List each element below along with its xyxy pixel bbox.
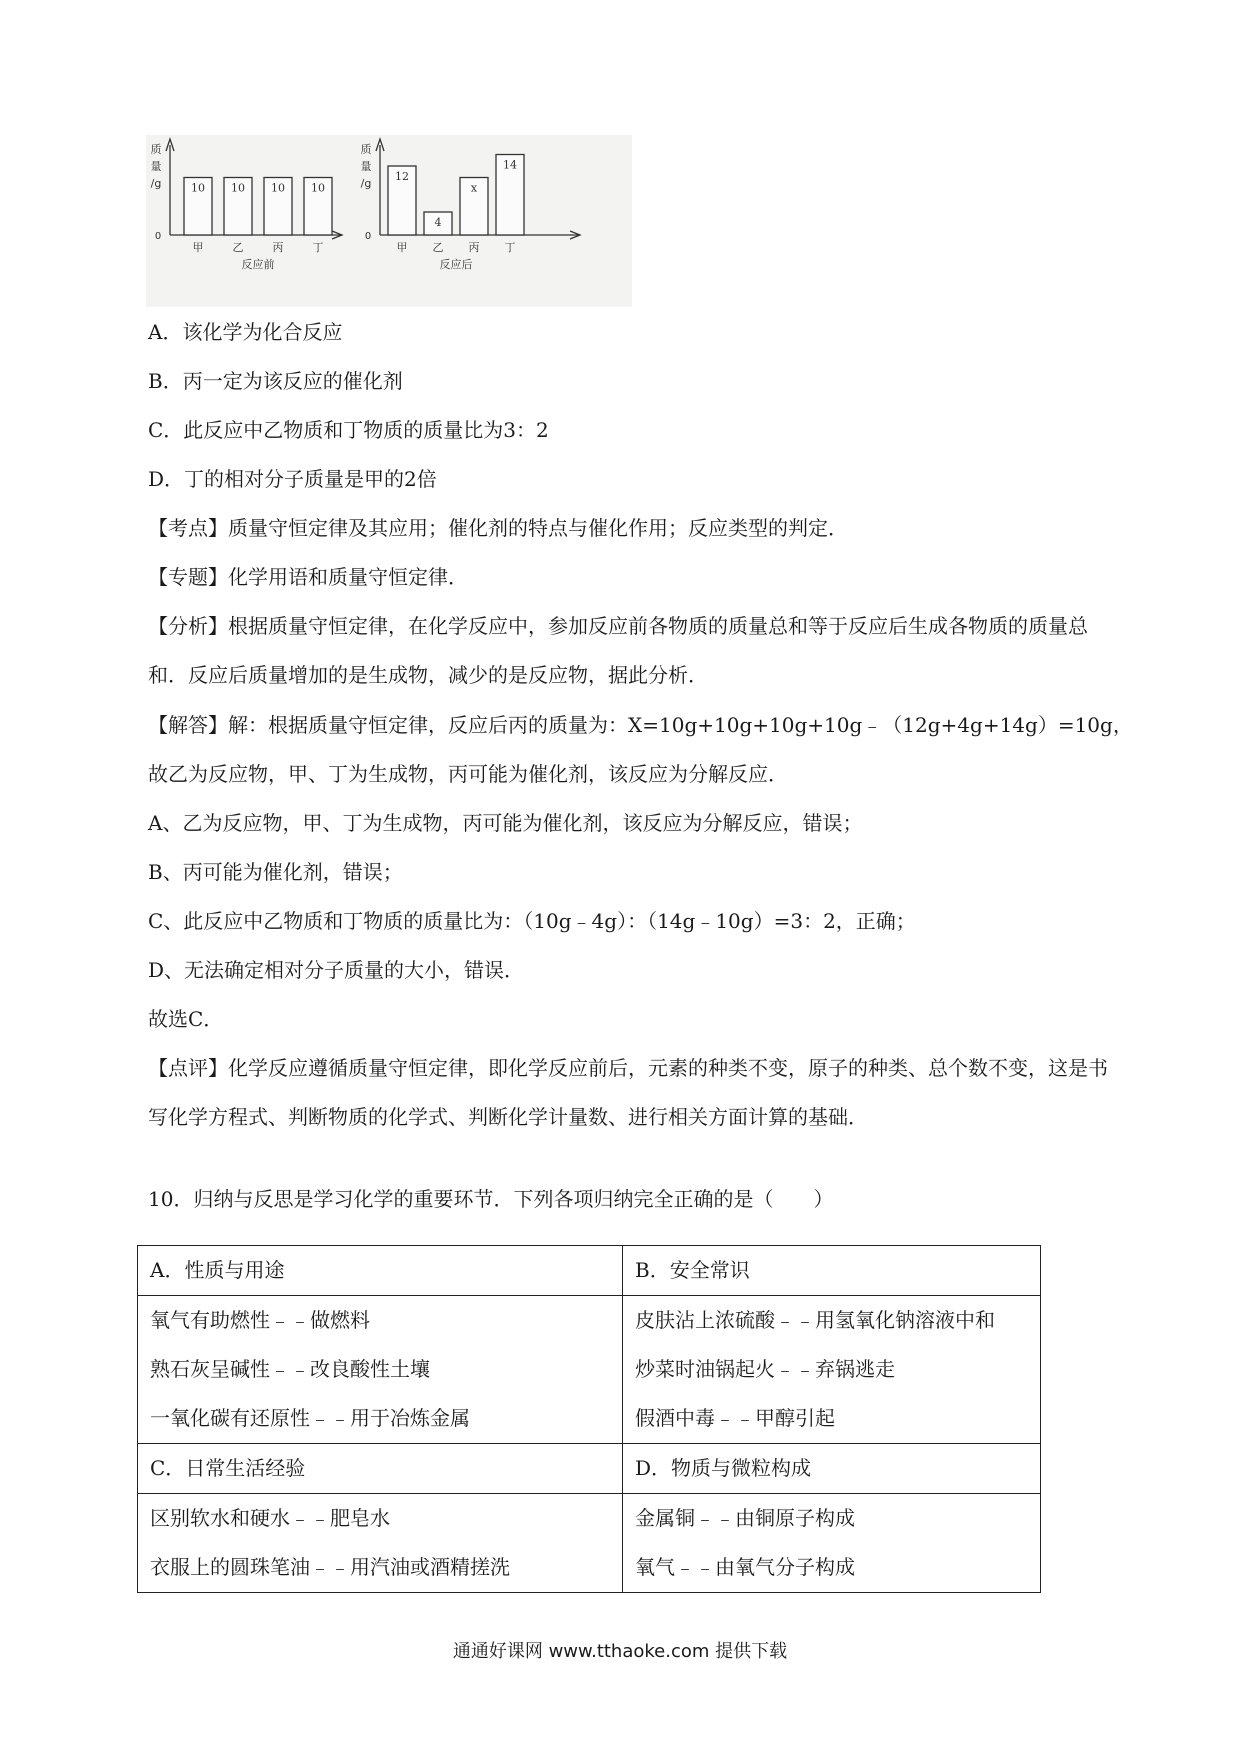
dianping-text: 【点评】化学反应遵循质量守恒定律，即化学反应前后，元素的种类不变，原子的种类、总个数不变，这是书写化学方程式、判断物质的化学式、判断化学计量数、进行相关方面计算的基础．	[148, 1056, 1108, 1129]
option-c: C．此反应中乙物质和丁物质的质量比为3：2	[148, 418, 549, 442]
cell-d-items	[623, 1494, 1041, 1593]
jieda-line-1: 【解答】解：根据质量守恒定律，反应后丙的质量为：X=10g+10g+10g+10g﹣（12g+4g+14g）=10g，	[148, 713, 1133, 737]
answer-text: 故选C．	[148, 1007, 224, 1031]
chart-title-1: 反应后	[439, 258, 473, 271]
cell-c-title: C．日常生活经验	[138, 1444, 623, 1494]
a-item-3: 一氧化碳有还原性﹣﹣用于冶炼金属	[150, 1406, 470, 1430]
y-label-0-0: 质	[150, 143, 162, 156]
origin-label-1: 0	[364, 231, 372, 242]
category-label-1-1: 乙	[432, 241, 444, 254]
bar-value-label-1-2: x	[470, 181, 478, 195]
category-label-1-3: 丁	[504, 241, 516, 254]
bar-value-label-0-1: 10	[231, 181, 245, 195]
cell-b-items	[623, 1296, 1041, 1444]
category-label-0-0: 甲	[192, 241, 204, 254]
mass-bar-charts	[146, 135, 632, 307]
bar-value-label-1-0: 12	[395, 170, 409, 183]
jieda-d: D、无法确定相对分子质量的大小，错误．	[148, 958, 525, 982]
b-item-3: 假酒中毒﹣﹣甲醇引起	[635, 1406, 835, 1430]
bar-value-label-0-0: 10	[191, 181, 205, 195]
zhuanti-text: 【专题】化学用语和质量守恒定律．	[148, 565, 468, 589]
fenxi-text: 【分析】根据质量守恒定律，在化学反应中，参加反应前各物质的质量总和等于反应后生成各物质的质量总和．反应后质量增加的是生成物，减少的是反应物，据此分析．	[148, 614, 1088, 687]
chart-title-0: 反应前	[241, 258, 275, 271]
option-d: D．丁的相对分子质量是甲的2倍	[148, 467, 437, 491]
jieda-b: B、丙可能为催化剂，错误；	[148, 860, 403, 884]
question-body	[148, 318, 1133, 1225]
category-label-1-2: 丙	[468, 241, 480, 254]
jieda-line-2: 故乙为反应物，甲、丁为生成物，丙可能为催化剂，该反应为分解反应．	[148, 762, 788, 786]
cell-a-title: A．性质与用途	[138, 1246, 623, 1296]
kaodian-text: 【考点】质量守恒定律及其应用；催化剂的特点与催化作用；反应类型的判定．	[148, 516, 848, 540]
d-item-1: 金属铜﹣﹣由铜原子构成	[635, 1506, 855, 1530]
y-label-1-0: 质	[360, 143, 372, 156]
a-item-2: 熟石灰呈碱性﹣﹣改良酸性土壤	[150, 1357, 430, 1381]
origin-label-0: 0	[154, 231, 162, 242]
c-item-2: 衣服上的圆珠笔油﹣﹣用汽油或酒精搓洗	[150, 1555, 510, 1579]
category-label-0-1: 乙	[232, 241, 244, 254]
option-b: B．丙一定为该反应的催化剂	[148, 369, 403, 393]
bar-value-label-1-3: 14	[503, 158, 517, 172]
b-item-2: 炒菜时油锅起火﹣﹣弃锅逃走	[635, 1357, 895, 1381]
option-a: A．该化学为化合反应	[148, 320, 343, 344]
charts-svg	[146, 135, 632, 307]
jieda-a: A、乙为反应物，甲、丁为生成物，丙可能为催化剂，该反应为分解反应，错误；	[148, 811, 863, 835]
bar-value-label-0-2: 10	[271, 181, 285, 195]
b-item-1: 皮肤沾上浓硫酸﹣﹣用氢氧化钠溶液中和	[635, 1308, 995, 1332]
summary-table	[137, 1245, 1041, 1593]
category-label-0-3: 丁	[312, 241, 324, 254]
cell-c-items	[138, 1494, 623, 1593]
footer-text: 通通好课网 www.tthaoke.com 提供下载	[452, 1641, 788, 1662]
c-item-1: 区别软水和硬水﹣﹣肥皂水	[150, 1506, 390, 1530]
category-label-1-0: 甲	[396, 241, 408, 254]
jieda-c: C、此反应中乙物质和丁物质的质量比为：（10g﹣4g）：（14g﹣10g）=3：2，正确；	[148, 909, 916, 933]
cell-d-title: D．物质与微粒构成	[623, 1444, 1041, 1494]
category-label-0-2: 丙	[272, 241, 284, 254]
y-label-0-1: 量	[150, 160, 162, 173]
bar-value-label-1-1: 4	[434, 216, 442, 229]
a-item-1: 氧气有助燃性﹣﹣做燃料	[150, 1308, 370, 1332]
y-label-1-2: /g	[360, 177, 372, 190]
y-label-0-2: /g	[150, 177, 162, 190]
cell-b-title: B．安全常识	[623, 1246, 1041, 1296]
d-item-2: 氧气﹣﹣由氧气分子构成	[635, 1555, 855, 1579]
question-10: 10．归纳与反思是学习化学的重要环节．下列各项归纳完全正确的是（ ）	[148, 1187, 834, 1211]
y-label-1-1: 量	[360, 160, 372, 173]
bar-value-label-0-3: 10	[311, 181, 325, 195]
cell-a-items	[138, 1296, 623, 1444]
